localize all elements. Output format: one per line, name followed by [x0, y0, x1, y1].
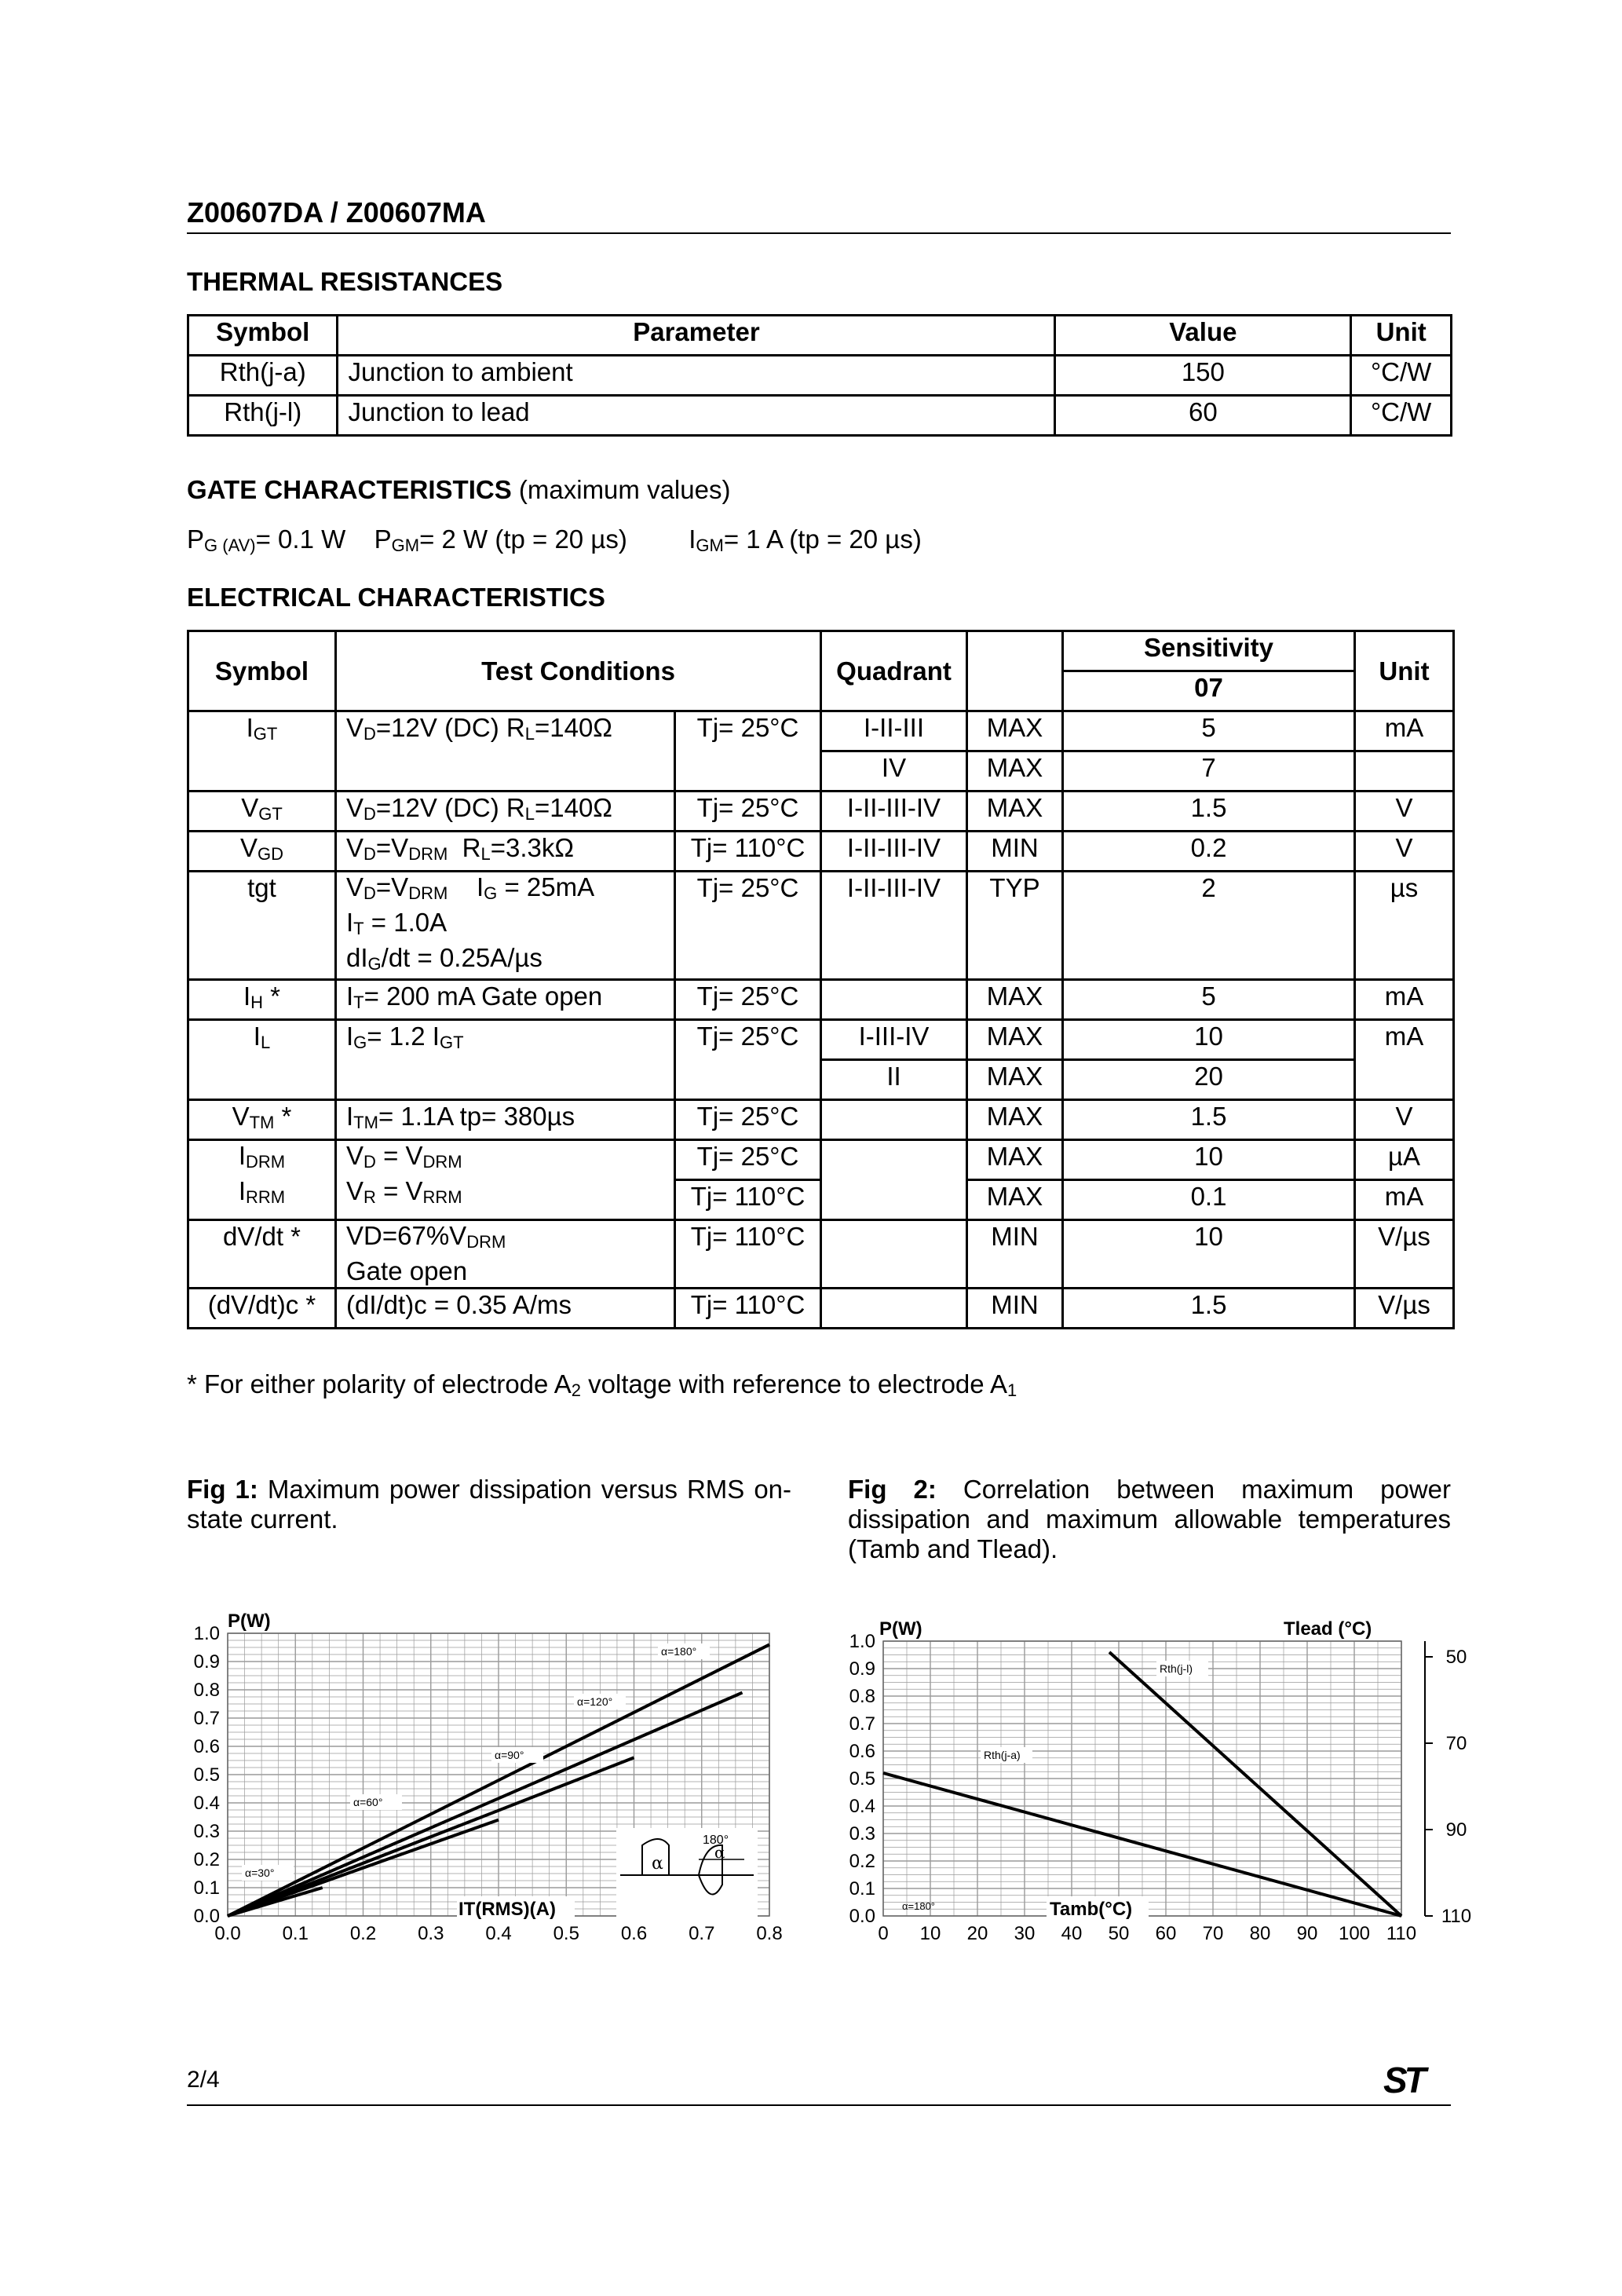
cell-tj: Tj= 25°C [675, 792, 821, 832]
f2-ytick-label: 0.7 [849, 1713, 875, 1735]
cell-condition: $I_{TM}= 1.1A$ tp= 380µs [336, 1100, 675, 1140]
thermal-table [187, 314, 1452, 437]
pg-symbol: P [187, 525, 205, 554]
cell-value: 5 [1063, 980, 1355, 1020]
f1-ytick-label: 0.8 [193, 1680, 220, 1701]
f1-xtick-label: 0.7 [689, 1923, 715, 1944]
cell: Rth(j-a) [188, 356, 338, 396]
table-row [188, 1020, 1454, 1060]
cell-quadrant: I-II-III-IV [821, 832, 967, 872]
header-rule [187, 232, 1451, 234]
cell-tj: Tj= 110°C [675, 1220, 821, 1289]
igm-value: = 1 A (tp = 20 µs) [723, 525, 922, 554]
fig1-caption: Fig 1: Maximum power dissipation versus RMS on-state current. [187, 1475, 792, 1534]
cell-minmax: MAX [967, 1020, 1063, 1060]
cell-condition: $V_D=12V$ (DC) $R_L=140\Omega$ [336, 711, 675, 792]
cell-quadrant-empty [821, 1140, 967, 1220]
cell: Rth(j-l) [188, 396, 338, 436]
cell-condition: $V_D=V_{DRM}$ $R_L=3.3k\Omega$ [336, 832, 675, 872]
f2-ytick-label: 0.8 [849, 1686, 875, 1707]
electrical-table [187, 630, 1455, 1329]
cell: °C/W [1351, 396, 1452, 436]
f2-xtick-label: 20 [966, 1923, 988, 1944]
cell-unit: V/µs [1355, 1220, 1454, 1289]
cell-unit: mA [1355, 980, 1454, 1020]
pg-sub: G (AV) [204, 536, 256, 555]
f2-series-label: Rth(j-a) [984, 1749, 1021, 1761]
f2-right-tick-label: 90 [1445, 1819, 1467, 1841]
cell-minmax: MIN [967, 1289, 1063, 1329]
cell-symbol: tgt [188, 872, 336, 980]
cell-value: 10 [1063, 1220, 1355, 1289]
f1-xtick-label: 0.5 [553, 1923, 579, 1944]
f1-series-label: α=30° [245, 1866, 275, 1879]
fig2-chart [836, 1610, 1472, 1979]
cell-condition: $VD=67\%V_{DRM}$ Gate open [336, 1220, 675, 1289]
cell-tj: Tj= 110°C [675, 1289, 821, 1329]
f1-series-label: α=120° [577, 1695, 613, 1708]
cell-minmax: MAX [967, 980, 1063, 1020]
f2-xtick-label: 110 [1386, 1923, 1417, 1944]
f2-xtick-label: 80 [1249, 1923, 1271, 1944]
f1-xtick-label: 0.6 [620, 1923, 648, 1944]
f1-ytick-label: 0.7 [193, 1708, 220, 1729]
igm-sub: GM [696, 536, 724, 555]
cell-quadrant: I-II-III-IV [821, 872, 967, 980]
cell-minmax: TYP [967, 872, 1063, 980]
cell-symbol: $V_{TM}$ * [188, 1100, 336, 1140]
f1-xtick-label: 0.1 [282, 1923, 309, 1944]
gate-title-text: GATE CHARACTERISTICS [187, 475, 512, 504]
footer-rule [187, 2104, 1451, 2106]
pgm-value: = 2 W (tp = 20 µs) [419, 525, 627, 554]
f1-xtick-label: 0.3 [418, 1923, 444, 1944]
cell-minmax: MAX [967, 751, 1063, 792]
fig1-inset [616, 1828, 758, 1922]
cell-tj: Tj= 25°C [675, 1140, 821, 1180]
cell-minmax: MAX [967, 1180, 1063, 1220]
cell-condition: $V_D = V_{DRM}$ $V_R = V_{RRM}$ [336, 1140, 675, 1220]
pgm-sub: GM [391, 536, 420, 555]
table-row [188, 356, 1452, 396]
table-row [188, 1100, 1454, 1140]
cell-tj: Tj= 25°C [675, 980, 821, 1020]
cell-minmax: MAX [967, 1140, 1063, 1180]
f1-ytick-label: 0.3 [193, 1821, 220, 1842]
cell: 60 [1055, 396, 1351, 436]
gate-values [187, 525, 922, 556]
f1-series-label: α=90° [495, 1749, 524, 1761]
fig1-ylabel: P(W) [228, 1610, 271, 1632]
cell-value: 5 [1063, 711, 1355, 751]
cell-minmax: MAX [967, 1060, 1063, 1100]
cell-condition: $I_G= 1.2$ $I_{GT}$ [336, 1020, 675, 1100]
cell-minmax: MIN [967, 1220, 1063, 1289]
cell-minmax: MIN [967, 832, 1063, 872]
cell-symbol: $V_{GD}$ [188, 832, 336, 872]
cell-value: 0.2 [1063, 832, 1355, 872]
col-header: Value [1055, 316, 1351, 356]
cell-symbol: $I_L$ [188, 1020, 336, 1100]
f1-ytick-label: 0.2 [193, 1849, 220, 1870]
fig2-xlabel: Tamb(°C) [1050, 1899, 1133, 1920]
cell-value: 20 [1063, 1060, 1355, 1100]
cell-tj: Tj= 25°C [675, 1020, 821, 1100]
f1-xtick-label: 0.8 [756, 1923, 783, 1944]
cell-symbol: $I_H$ * [188, 980, 336, 1020]
cell-tj: Tj= 110°C [675, 832, 821, 872]
table-row [188, 316, 1452, 356]
table-row [188, 872, 1454, 980]
cell-unit: V [1355, 1100, 1454, 1140]
f2-right-tick-label: 70 [1445, 1733, 1467, 1754]
f2-xtick-label: 50 [1108, 1923, 1130, 1944]
cell-unit: mA [1355, 1180, 1454, 1220]
cell-value: 10 [1063, 1140, 1355, 1180]
f1-ytick-label: 1.0 [193, 1623, 220, 1644]
fig1-inset-angle: 180° [703, 1834, 729, 1847]
fig1-inset-alpha1: α [652, 1854, 663, 1874]
cell-tj: Tj= 25°C [675, 1100, 821, 1140]
f1-ytick-label: 0.5 [193, 1764, 220, 1786]
f2-xtick-label: 0 [878, 1923, 889, 1944]
cell-quadrant: I-II-III [821, 711, 967, 751]
cell-unit-empty [1355, 751, 1454, 792]
fig2-ylabel: P(W) [879, 1618, 922, 1640]
cell-condition: $I_T= 200$ mA Gate open [336, 980, 675, 1020]
cell-condition: $V_D=V_{DRM}$ $I_G = 25mA$ $I_T = 1.0A$ $dI_G/dt = 0.25A/\mu s$ [336, 872, 675, 980]
f1-xtick-label: 0.0 [214, 1923, 241, 1944]
col-header: Symbol [188, 631, 336, 711]
fig1-inset-alpha2: α [714, 1843, 725, 1862]
cell-symbol: (dV/dt)c * [188, 1289, 336, 1329]
cell-symbol: $I_{GT}$ [188, 711, 336, 792]
f2-xtick-label: 10 [919, 1923, 941, 1944]
col-header: Unit [1355, 631, 1454, 711]
cell: Junction to lead [338, 396, 1055, 436]
col-header: Sensitivity [1063, 631, 1355, 671]
electrical-footnote: * For either polarity of electrode $A_2$ voltage with reference to electrode $A_1$ [187, 1369, 1017, 1400]
f1-xtick-label: 0.4 [485, 1923, 512, 1944]
cell-quadrant: II [821, 1060, 967, 1100]
cell-value: 10 [1063, 1020, 1355, 1060]
cell-symbol: dV/dt * [188, 1220, 336, 1289]
f1-ytick-label: 0.9 [193, 1651, 220, 1673]
cell-value: 1.5 [1063, 1100, 1355, 1140]
gate-subtitle: (maximum values) [518, 475, 731, 504]
f2-xtick-label: 40 [1061, 1923, 1083, 1944]
cell-minmax: MAX [967, 1100, 1063, 1140]
table-row [188, 631, 1454, 671]
col-header-empty [967, 631, 1063, 711]
f2-xtick-label: 100 [1338, 1923, 1371, 1944]
f2-xtick-label: 90 [1296, 1923, 1318, 1944]
f2-xtick-label: 30 [1014, 1923, 1036, 1944]
cell-unit: V [1355, 832, 1454, 872]
page-number: 2/4 [187, 2067, 220, 2093]
cell-tj: Tj= 110°C [675, 1180, 821, 1220]
cell-quadrant-empty [821, 1220, 967, 1289]
fig1-xlabel: IT(RMS)(A) [458, 1899, 556, 1920]
f1-series-label: α=180° [661, 1645, 697, 1658]
fig1-chart [181, 1610, 809, 1979]
cell-condition: $V_D=12V$ (DC) $R_L=140\Omega$ [336, 792, 675, 832]
col-header: Test Conditions [336, 631, 821, 711]
st-logo: ST [1383, 2060, 1423, 2100]
table-row [188, 1289, 1454, 1329]
f2-xtick-label: 60 [1155, 1923, 1177, 1944]
f1-ytick-label: 0.0 [193, 1906, 220, 1927]
cell-quadrant [821, 980, 967, 1020]
cell-symbol: $I_{DRM}$ $I_{RRM}$ [188, 1140, 336, 1220]
table-row [188, 396, 1452, 436]
pgm-symbol: P [374, 525, 392, 554]
cell-tj: Tj= 25°C [675, 872, 821, 980]
table-row [188, 980, 1454, 1020]
f1-ytick-label: 0.1 [193, 1877, 220, 1899]
f2-ytick-label: 0.0 [849, 1906, 875, 1927]
cell-value: 1.5 [1063, 792, 1355, 832]
col-header: Unit [1351, 316, 1452, 356]
cell-quadrant: I-II-III-IV [821, 792, 967, 832]
table-row [188, 1220, 1454, 1289]
fig2-ylabel-right: Tlead (°C) [1284, 1618, 1372, 1640]
f2-ytick-label: 0.6 [849, 1741, 875, 1762]
f1-series-label: α=60° [353, 1796, 383, 1808]
cell-unit: V/µs [1355, 1289, 1454, 1329]
cell: 150 [1055, 356, 1351, 396]
cell-quadrant: I-III-IV [821, 1020, 967, 1060]
f2-ytick-label: 0.5 [849, 1768, 875, 1790]
f2-ytick-label: 0.2 [849, 1851, 875, 1872]
f1-ytick-label: 0.6 [193, 1736, 220, 1757]
cell-value: 0.1 [1063, 1180, 1355, 1220]
thermal-title: THERMAL RESISTANCES [187, 267, 503, 296]
table-row [188, 832, 1454, 872]
cell-tj: Tj= 25°C [675, 711, 821, 792]
f2-right-tick-label: 110 [1441, 1906, 1472, 1927]
cell-unit: mA [1355, 711, 1454, 751]
cell-unit: mA [1355, 1020, 1454, 1100]
cell-condition: (dI/dt)c = 0.35 A/ms [336, 1289, 675, 1329]
f2-ytick-label: 1.0 [849, 1631, 875, 1652]
gate-title [187, 475, 730, 505]
cell-symbol: $V_{GT}$ [188, 792, 336, 832]
cell: °C/W [1351, 356, 1452, 396]
cell-value: 2 [1063, 872, 1355, 980]
cell-minmax: MAX [967, 711, 1063, 751]
f2-ytick-label: 0.9 [849, 1658, 875, 1680]
igm-symbol: I [689, 525, 696, 554]
fig2-note: α=180° [902, 1900, 935, 1912]
f2-right-tick-label: 50 [1445, 1647, 1467, 1668]
pg-value: = 0.1 W [255, 525, 346, 554]
f2-ytick-label: 0.4 [849, 1796, 875, 1817]
cell-value: 7 [1063, 751, 1355, 792]
col-header: Parameter [338, 316, 1055, 356]
cell-value: 1.5 [1063, 1289, 1355, 1329]
f2-series-label: Rth(j-l) [1160, 1662, 1193, 1675]
fig2-caption: Fig 2: Correlation between maximum power dissipation and maximum allowable temperatures (Tamb and Tlead). [848, 1475, 1452, 1563]
col-header: 07 [1063, 671, 1355, 711]
col-header: Quadrant [821, 631, 967, 711]
table-row [188, 711, 1454, 751]
cell-quadrant-empty [821, 1289, 967, 1329]
cell: Junction to ambient [338, 356, 1055, 396]
table-row [188, 1140, 1454, 1180]
cell-quadrant-empty [821, 1100, 967, 1140]
cell-unit: V [1355, 792, 1454, 832]
cell-unit: µs [1355, 872, 1454, 980]
col-header: Symbol [188, 316, 338, 356]
cell-minmax: MAX [967, 792, 1063, 832]
cell-quadrant: IV [821, 751, 967, 792]
page-title: Z00607DA / Z00607MA [187, 196, 486, 229]
f2-ytick-label: 0.3 [849, 1823, 875, 1844]
f1-ytick-label: 0.4 [193, 1793, 220, 1814]
f1-xtick-label: 0.2 [349, 1923, 377, 1944]
electrical-title: ELECTRICAL CHARACTERISTICS [187, 583, 605, 612]
f2-ytick-label: 0.1 [849, 1878, 875, 1899]
table-row [188, 792, 1454, 832]
f2-xtick-label: 70 [1202, 1923, 1224, 1944]
cell-unit: µA [1355, 1140, 1454, 1180]
